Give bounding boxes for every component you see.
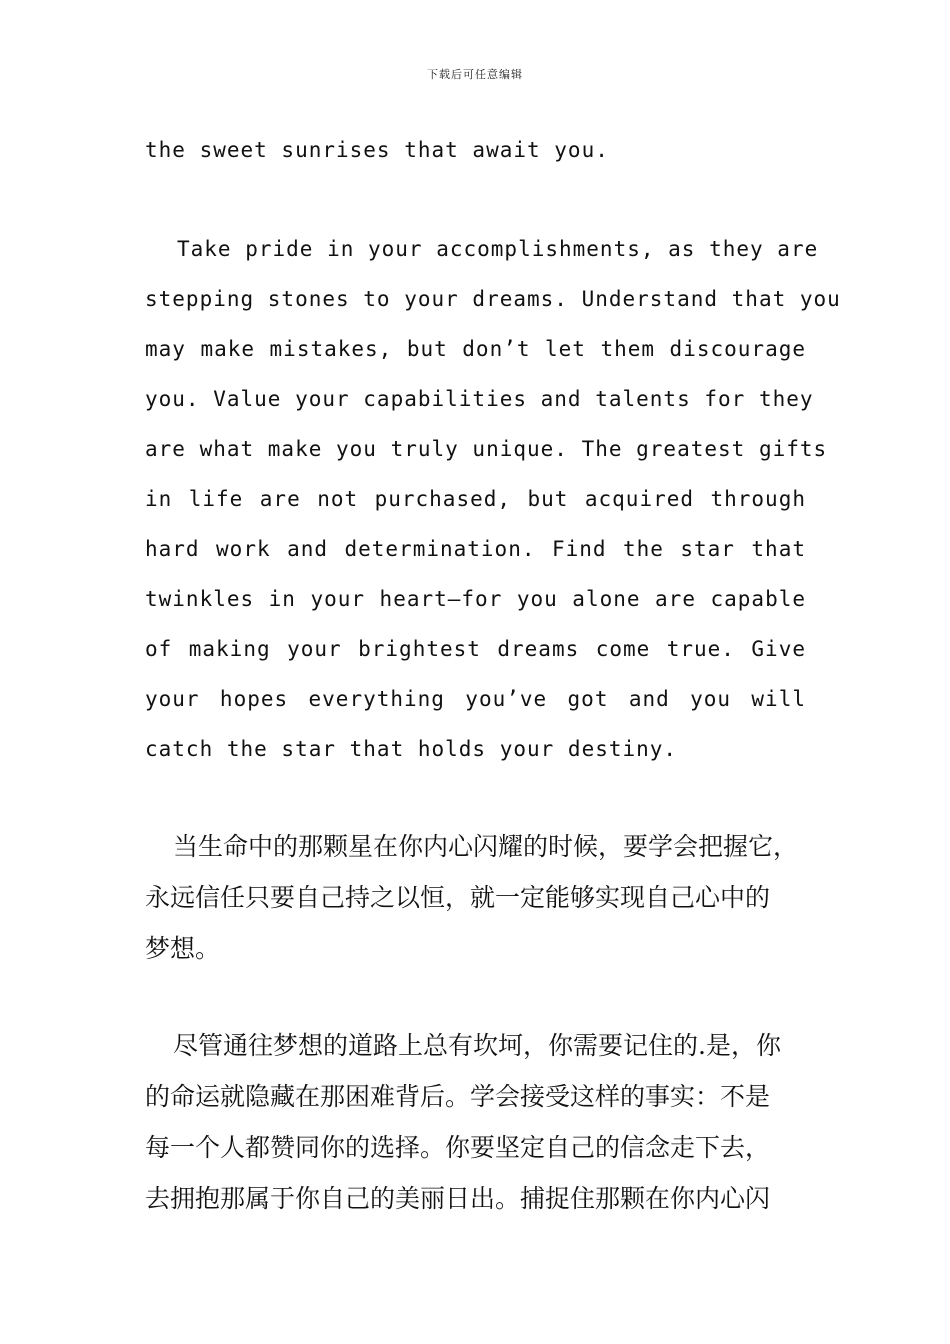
paragraph-line: 去拥抱那属于你自己的美丽日出。捕捉住那颗在你内心闪 (145, 1184, 771, 1213)
paragraph-line: 每一个人都赞同你的选择。你要坚定自己的信念走下去， (145, 1133, 771, 1162)
paragraph-line: you. Value your capabilities and talents for they (145, 387, 814, 411)
paragraph-2 (145, 224, 841, 774)
paragraph-line: in life are not purchased, but acquired through (145, 487, 806, 511)
paragraph-line: 当生命中的那颗星在你内心闪耀的时候，要学会把握它， (173, 832, 799, 861)
paragraph-4 (145, 1020, 806, 1224)
paragraph-line: stepping stones to your dreams. Understand that you (145, 287, 841, 311)
paragraph-line: hard work and determination. Find the star that (145, 537, 806, 561)
paragraph-3 (145, 821, 806, 974)
paragraph-line: 梦想。 (145, 934, 221, 963)
paragraph-line: twinkles in your heart—for you alone are capable (145, 587, 806, 611)
paragraph-line: 永远信任只要自己持之以恒，就一定能够实现自己心中的 (145, 883, 771, 912)
paragraph-line: are what make you truly unique. The greatest gifts (145, 437, 828, 461)
paragraph-line: catch the star that holds your destiny. (145, 737, 678, 761)
paragraph-line: of making your brightest dreams come true. Give (145, 637, 806, 661)
paragraph-line: the sweet sunrises that await you. (145, 138, 609, 162)
paragraph-line: 尽管通往梦想的道路上总有坎坷，你需要记住的.是，你 (173, 1031, 781, 1060)
paragraph-line: Take pride in your accomplishments, as they are (177, 237, 819, 261)
paragraph-line: your hopes everything you’ve got and you will (145, 687, 806, 711)
page-header: 下载后可任意编辑 (427, 68, 523, 81)
paragraph-1 (145, 125, 806, 175)
paragraph-line: may make mistakes, but don’t let them discourage (145, 337, 806, 361)
paragraph-line: 的命运就隐藏在那困难背后。学会接受这样的事实：不是 (145, 1082, 771, 1111)
